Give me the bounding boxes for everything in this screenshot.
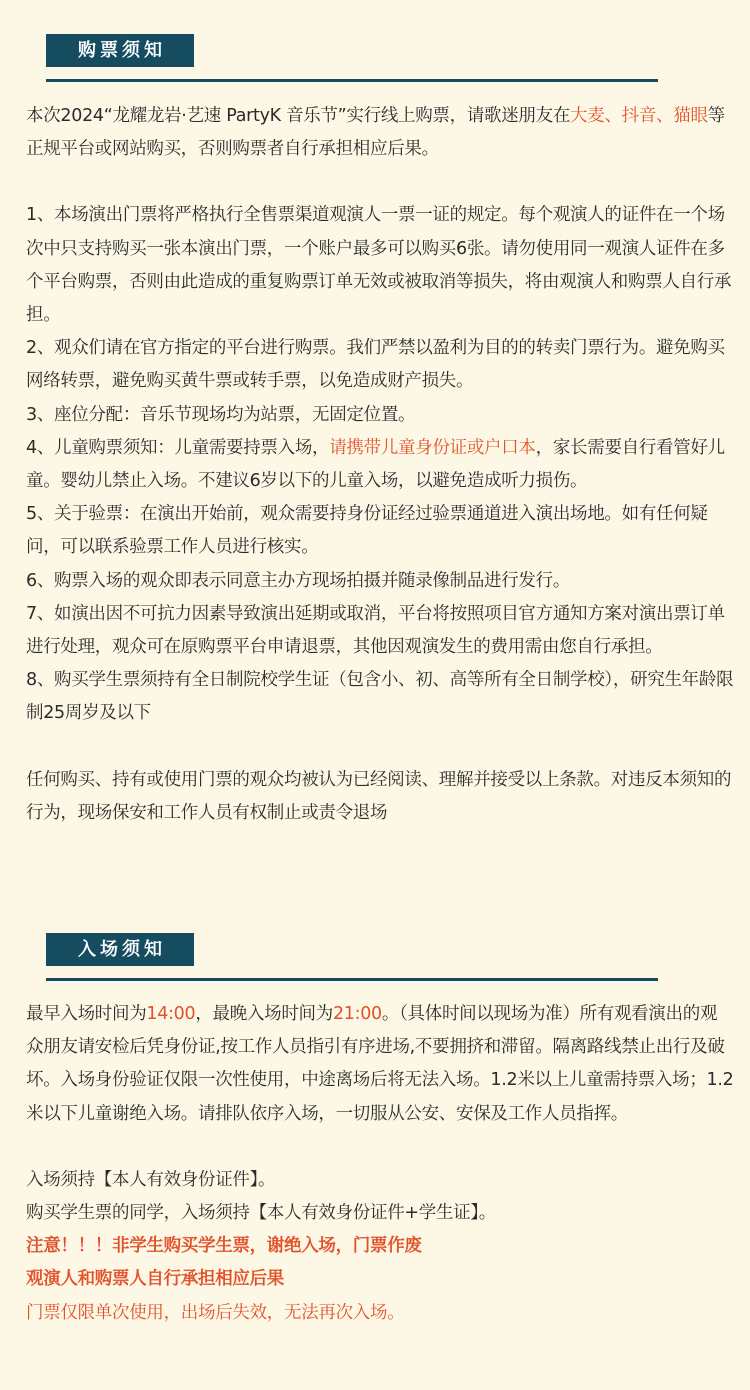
entry-time-paragraph: 最早入场时间为14:00，最晚入场时间为21:00。（具体时间以现场为准）所有观看演出的观众朋友请安检后凭身份证,按工作人员指引有序进场,不要拥挤和滞留。隔离路线禁止出行及破坏。入场身份验证仅限一次性使用，中途离场后将无法入场。1.2米以上儿童需持票入场；1.2米以下儿童谢绝入场。请排队依序入场，一切服从公安、安保及工作人员指挥。 <box>26 1004 734 1124</box>
platform-names: 大麦、抖音、猫眼 <box>570 106 708 126</box>
paragraph-gap <box>26 1131 734 1164</box>
ticket-rule-5: 5、关于验票：在演出开始前，观众需要持身份证经过验票通道进入演出场地。如有任何疑问，可以联系验票工作人员进行核实。 <box>26 504 708 558</box>
entry-section-divider <box>46 978 658 981</box>
ticket-rule-1: 1、本场演出门票将严格执行全售票渠道观演人一票一证的规定。每个观演人的证件在一个场次中只支持购买一张本演出门票，一个账户最多可以购买6张。请勿使用同一观演人证件在多个平台购票，否则由此造成的重复购票订单无效或被取消等损失，将由观演人和购票人自行承担。 <box>26 205 732 326</box>
entry-id-note: 入场须持【本人有效身份证件】。 <box>26 1169 276 1190</box>
paragraph-gap <box>26 731 734 764</box>
ticket-rule-3: 3、座位分配：音乐节现场均为站票，无固定位置。 <box>26 404 416 425</box>
ticket-rule-2: 2、观众们请在官方指定的平台进行购票。我们严禁以盈利为目的的转卖门票行为。避免购买网络转票，避免购买黄牛票或转手票，以免造成财产损失。 <box>26 338 725 392</box>
paragraph-gap <box>26 166 734 199</box>
ticket-section-header <box>46 34 658 82</box>
latest-entry-time: 21:00 <box>332 1004 382 1024</box>
ticket-rule-6: 6、购票入场的观众即表示同意主办方现场拍摄并随录像制品进行发行。 <box>26 570 571 591</box>
entry-warning-line-1: 注意！！！非学生购买学生票，谢绝入场，门票作废 <box>26 1236 422 1257</box>
ticket-section-divider <box>46 79 658 82</box>
ticket-notice-body <box>26 100 734 830</box>
entry-warning-line-2: 观演人和购票人自行承担相应后果 <box>26 1269 284 1290</box>
entry-single-use-note: 门票仅限单次使用，出场后失效，无法再次入场。 <box>26 1302 405 1323</box>
ticket-intro: 本次2024“龙耀龙岩·艺速 PartyK 音乐节”实行线上购票，请歌迷朋友在大麦、抖音、猫眼等正规平台或网站购买，否则购票者自行承担相应后果。 <box>26 106 725 160</box>
ticket-rule-8: 8、购买学生票须持有全日制院校学生证（包含小、初、高等所有全日制学校），研究生年龄限制25周岁及以下 <box>26 670 734 724</box>
entry-student-note: 购买学生票的同学，入场须持【本人有效身份证件+学生证】。 <box>26 1203 497 1224</box>
ticket-rule-7: 7、如演出因不可抗力因素导致演出延期或取消，平台将按照项目官方通知方案对演出票订单进行处理，观众可在原购票平台申请退票，其他因观演发生的费用需由您自行承担。 <box>26 603 725 658</box>
entry-notice-body <box>26 998 734 1330</box>
earliest-entry-time: 14:00 <box>146 1004 196 1024</box>
ticket-section-title: 购票须知 <box>46 34 194 67</box>
entry-section-title: 入场须知 <box>46 933 194 966</box>
entry-section-header <box>46 933 658 981</box>
ticket-closing: 任何购买、持有或使用门票的观众均被认为已经阅读、理解并接受以上条款。对违反本须知的行为，现场保安和工作人员有权制止或责令退场 <box>26 769 732 823</box>
child-id-highlight: 请携带儿童身份证或户口本 <box>329 437 536 458</box>
ticket-rule-4: 4、儿童购票须知：儿童需要持票入场，请携带儿童身份证或户口本，家长需要自行看管好儿童。婴幼儿禁止入场。不建议6岁以下的儿童入场，以避免造成听力损伤。 <box>26 437 725 492</box>
